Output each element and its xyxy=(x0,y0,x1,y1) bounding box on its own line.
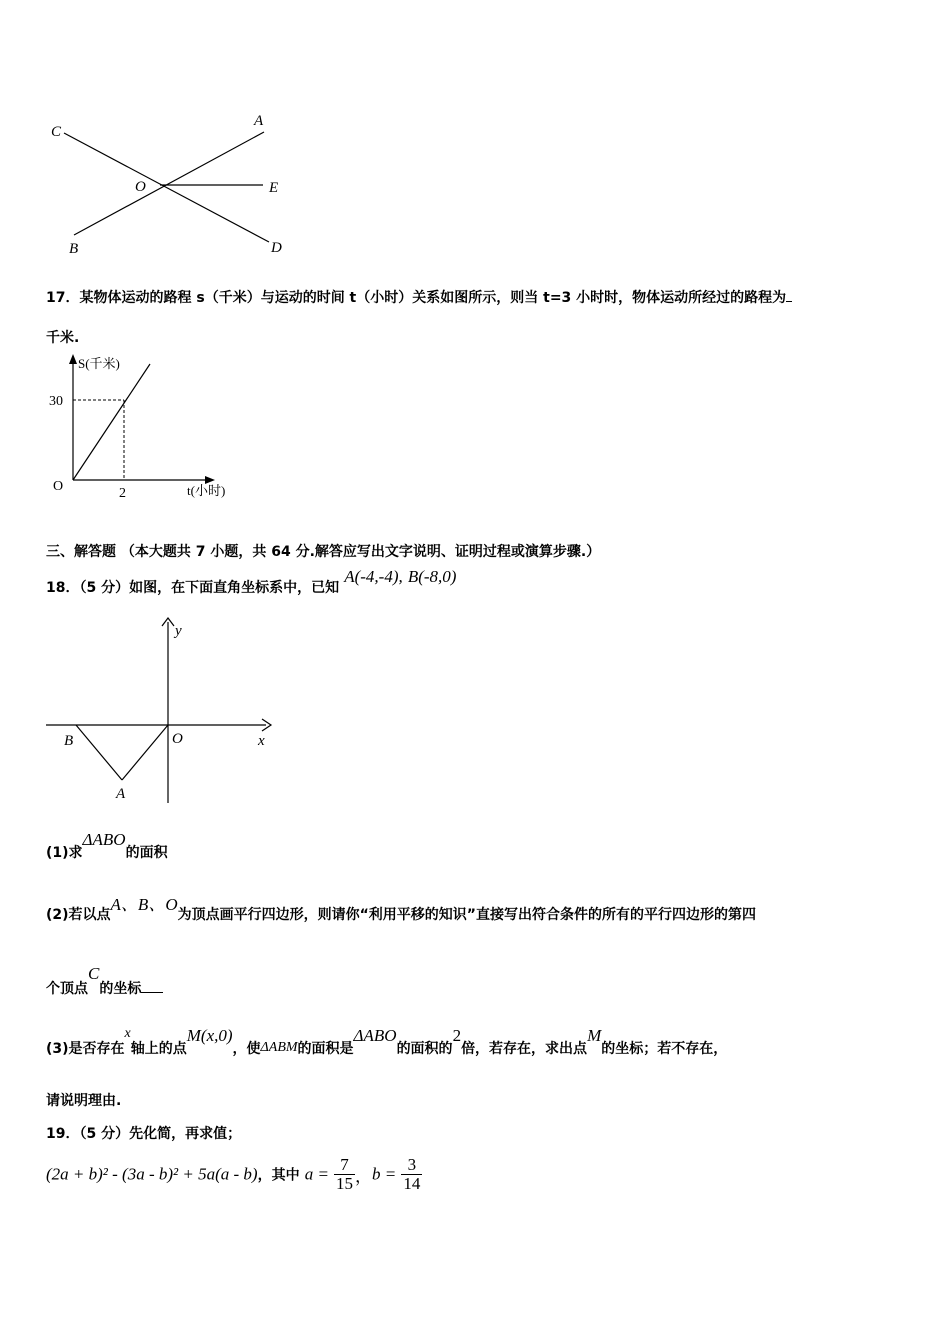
label-c: C xyxy=(51,124,62,140)
q17-distance-time-graph xyxy=(40,352,260,502)
line-ab xyxy=(74,132,264,235)
x-axis-label: t(小时) xyxy=(187,483,226,498)
label-x: x xyxy=(258,733,265,749)
y-axis-arrow xyxy=(69,354,77,364)
label-y: y xyxy=(175,623,182,639)
label-b: B xyxy=(64,733,74,749)
distance-line xyxy=(73,364,150,480)
q17-text-line2: 千米. xyxy=(46,330,80,346)
label-o: O xyxy=(135,179,146,195)
q19-expression: (2a + b)² - (3a - b)² + 5a(a - b)，其中 a = $\frac{7}{15}$ ，b = $\frac{3}{14}$ xyxy=(46,1155,421,1193)
label-a: A xyxy=(116,786,126,802)
b-fraction: $\frac{3}{14}$ xyxy=(403,1155,421,1193)
y-axis-label: S(千米) xyxy=(78,356,120,371)
answer-blank xyxy=(141,992,163,993)
section3-heading: 三、解答题 （本大题共 7 小题，共 64 分.解答应写出文字说明、证明过程或演算步骤.） xyxy=(46,544,601,560)
segment-ba xyxy=(76,725,122,780)
q18-part2: (2)若以点A、B、O为顶点画平行四边形，则请你“利用平移的知识”直接写出符合条件的所有的平行四边形的第四 xyxy=(46,895,756,923)
q18-part2-line2: 个顶点C的坐标 xyxy=(46,964,163,998)
label-d: D xyxy=(271,240,282,256)
q18-stem: 18．（5 分）如图，在下面直角坐标系中，已知 A(-4,-4), B(-8,0) xyxy=(46,567,457,596)
x-tick-label: 2 xyxy=(119,486,126,501)
label-e: E xyxy=(269,180,279,196)
q18-part3-line2: 请说明理由. xyxy=(46,1093,122,1109)
label-a: A xyxy=(254,113,264,129)
y-tick-label: 30 xyxy=(49,394,63,409)
point-b-coord: B(-8,0) xyxy=(407,567,457,586)
q18-part1: (1)求ΔABO的面积 xyxy=(46,830,168,861)
q18-part3: (3)是否存在x轴上的点M(x,0)，使ΔABM的面积是ΔABO的面积的2倍，若存在，求出点M的坐标；若不存在， xyxy=(46,1026,728,1057)
fig16-lines-diagram xyxy=(40,105,300,260)
line-cd xyxy=(64,133,269,242)
q17-text-line1: 17．某物体运动的路程 s（千米）与运动的时间 t（小时）关系如图所示，则当 t=3 小时时，物体运动所经过的路程为 xyxy=(46,287,792,307)
segment-ao xyxy=(122,725,168,780)
label-b: B xyxy=(69,241,79,257)
a-fraction: $\frac{7}{15}$ xyxy=(336,1155,354,1193)
q18-coordinate-diagram xyxy=(40,612,280,807)
q19-stem: 19．（5 分）先化简，再求值； xyxy=(46,1126,242,1142)
point-a-coord: A(-4,-4), xyxy=(344,567,403,586)
origin-label: O xyxy=(53,479,64,494)
label-o: O xyxy=(172,731,183,747)
